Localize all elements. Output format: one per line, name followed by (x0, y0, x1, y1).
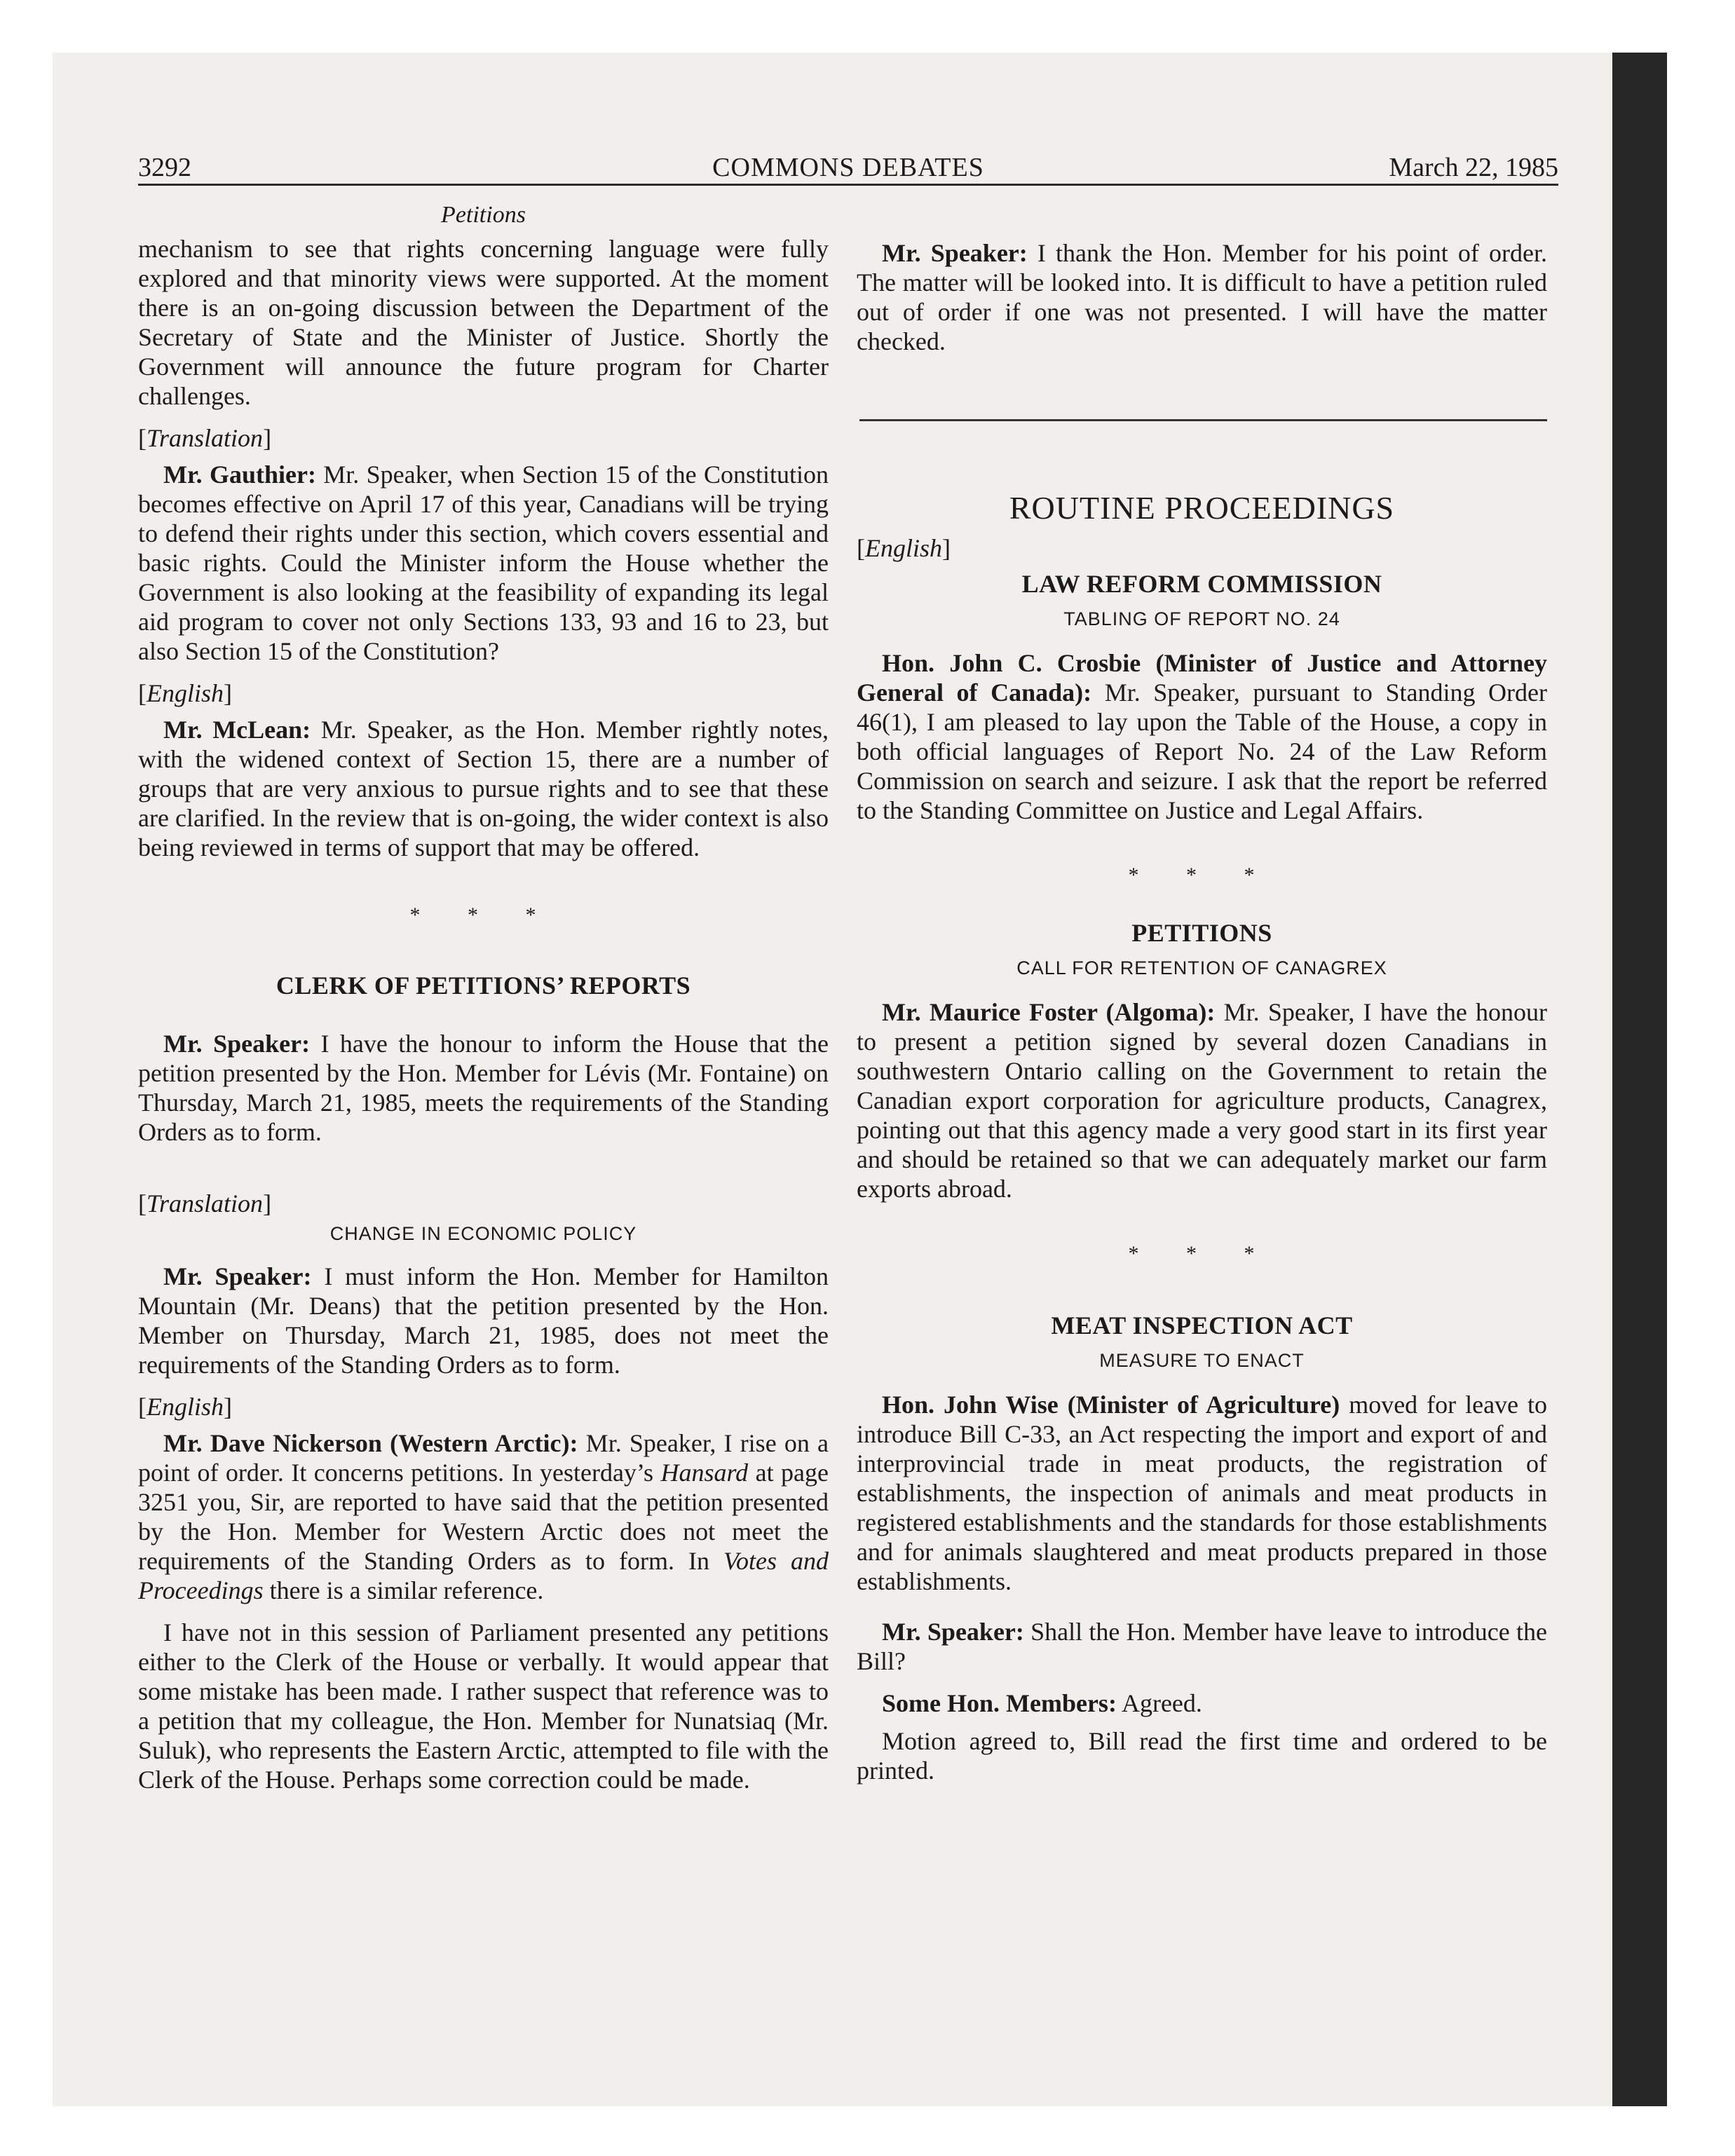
speaker-name: Mr. Speaker: (882, 239, 1028, 267)
left-column (138, 199, 829, 1794)
heading-routine-proceedings: ROUTINE PROCEEDINGS (1009, 490, 1395, 526)
book-spine-shadow (1612, 53, 1667, 2106)
section-separator: * * * (1128, 1242, 1276, 1265)
speaker-name: Mr. Maurice Foster (Algoma): (882, 998, 1216, 1026)
speaker-name: Mr. McLean: (163, 716, 311, 744)
paragraph-charter: mechanism to see that rights concerning language were fully explored and that minority views were supported. At the moment there is an on-going discussion between the Department of the Secretary of State and the Minister of Justice. Shortly the Government will announce the future program for Charter challenges. (138, 235, 829, 410)
paragraph-foster: Mr. Maurice Foster (Algoma): Mr. Speaker, I have the honour to present a petition signed by several dozen Canadians in southwestern Ontario calling on the Government to retain the Canadian export corporation for agriculture products, Canagrex, pointing out that this agency made a very good start in its first year and should be retained so that we can adequately market our farm exports abroad. (857, 998, 1547, 1203)
heading-clerk-of-petitions: CLERK OF PETITIONS’ REPORTS (275, 971, 691, 999)
heading-petitions: PETITIONS (1131, 919, 1272, 947)
right-column (857, 238, 1547, 1785)
subheading-tabling-report: TABLING OF REPORT NO. 24 (1063, 608, 1340, 629)
publication-title: COMMONS DEBATES (712, 153, 984, 182)
paragraph-nickerson-continued: I have not in this session of Parliament presented any petitions either to the Clerk of the House or verbally. It would appear that some mistake has been made. I rather suspect that reference was to a petition that my colleague, the Hon. Member for Nunatsiaq (Mr. Suluk), who represents the Eastern Arctic, attempted to file with the Clerk of the House. Perhaps some correction could be made. (138, 1618, 829, 1794)
speaker-name: Hon. John Wise (882, 1391, 1059, 1419)
language-tag-english: [English] (857, 534, 951, 562)
speaker-name: Mr. Speaker: (882, 1618, 1024, 1646)
paragraph-gauthier: Mr. Gauthier: Mr. Speaker, when Section 15 of the Constitution becomes effective on April 17 of this year, Canadians will be trying to defend their rights under this section, which covers essential and basic rights. Could the Minister inform the House whether the Government is also looking at the feasibility of expanding its legal aid program to cover not only Sections 133, 93 and 16 to 23, but also Section 15 of the Constitution? (138, 460, 829, 665)
running-header (138, 150, 1558, 185)
paragraph-motion-agreed: Motion agreed to, Bill read the first time and ordered to be printed. (857, 1727, 1547, 1785)
paragraph-speaker-hamilton: Mr. Speaker: I must inform the Hon. Member for Hamilton Mountain (Mr. Deans) that the petition presented by the Hon. Member on Thursday, March 21, 1985, does not meet the requirements of the Standing Orders as to form. (138, 1262, 829, 1379)
speaker-role: (Minister of Agriculture) (1067, 1391, 1340, 1419)
speaker-name: Mr. Dave Nickerson (Western Arctic): (163, 1429, 578, 1457)
paragraph-wise: Hon. John Wise (Minister of Agriculture) moved for leave to introduce Bill C-33, an Act respecting the import and export of and interprovincial trade in meat products, the registration of establishments, the inspection of animals and meat products in registered establishments and the standards for those establishments and for animals slaughtered and meat products prepared in those establishments. (857, 1391, 1547, 1595)
paragraph-speaker-levis: Mr. Speaker: I have the honour to inform the House that the petition presented by the Hon. Member for Lévis (Mr. Fontaine) on Thursday, March 21, 1985, meets the requirements of the Standing Orders as to form. (138, 1030, 829, 1146)
paragraph-speaker-leave: Mr. Speaker: Shall the Hon. Member have leave to introduce the Bill? (857, 1618, 1548, 1675)
language-tag-english: [English] (138, 679, 233, 707)
paragraph-members-agreed: Some Hon. Members: Agreed. (882, 1689, 1202, 1717)
paragraph-crosbie: Hon. John C. Crosbie (Minister of Justice and Attorney General of Canada): Mr. Speaker, pursuant to Standing Order 46(1), I am pleased to lay upon the Table of the House, a copy in both official languages of Report No. 24 of the Law Reform Commission on search and seizure. I ask that the report be referred to the Standing Committee on Justice and Legal Affairs. (857, 649, 1548, 824)
speaker-name: Mr. Speaker: (163, 1030, 311, 1058)
language-tag-english: [English] (138, 1393, 233, 1421)
publication-reference: Votes and Proceedings (138, 1547, 829, 1604)
section-separator: * * * (1128, 864, 1276, 887)
publication-reference: Hansard (660, 1459, 749, 1487)
heading-law-reform-commission: LAW REFORM COMMISSION (1021, 570, 1382, 598)
language-tag-translation: [Translation] (138, 424, 272, 452)
subheading-economic-policy: CHANGE IN ECONOMIC POLICY (329, 1223, 637, 1244)
language-tag-translation: [Translation] (138, 1189, 272, 1217)
section-title: Petitions (441, 202, 526, 228)
paragraph-mclean: Mr. McLean: Mr. Speaker, as the Hon. Member rightly notes, with the widened context of Section 15, there are a number of groups that are very anxious to pursue rights and to see that these are clarified. In the review that is on-going, the wider context is also being reviewed in terms of support that may be offered. (138, 716, 829, 861)
paragraph-nickerson: Mr. Dave Nickerson (Western Arctic): Mr. Speaker, I rise on a point of order. It concerns petitions. In yesterday’s Hansard at page 3251 you, Sir, are reported to have said that the petition presented by the Hon. Member for Western Arctic does not meet the requirements of the Standing Orders as to form. In Votes and Proceedings there is a similar reference. (138, 1429, 829, 1604)
page-number: 3292 (138, 153, 191, 182)
speaker-name: Mr. Gauthier: (163, 460, 316, 489)
speaker-name: Some Hon. Members: (882, 1689, 1117, 1717)
heading-meat-inspection-act: MEAT INSPECTION ACT (1051, 1311, 1353, 1339)
subheading-canagrex: CALL FOR RETENTION OF CANAGREX (1016, 957, 1387, 978)
subheading-measure-to-enact: MEASURE TO ENACT (1099, 1350, 1305, 1371)
speaker-name: Hon. John C. Crosbie (Minister of Justice and Attorney General of Canada): (857, 649, 1547, 707)
header-rule (138, 184, 1558, 186)
publication-date: March 22, 1985 (1389, 153, 1558, 182)
section-separator: * * * (409, 903, 557, 927)
speaker-name: Mr. Speaker: (163, 1262, 312, 1290)
paragraph-speaker-reply: Mr. Speaker: I thank the Hon. Member for his point of order. The matter will be looked into. It is difficult to have a petition ruled out of order if one was not presented. I will have the matter checked. (857, 239, 1547, 355)
